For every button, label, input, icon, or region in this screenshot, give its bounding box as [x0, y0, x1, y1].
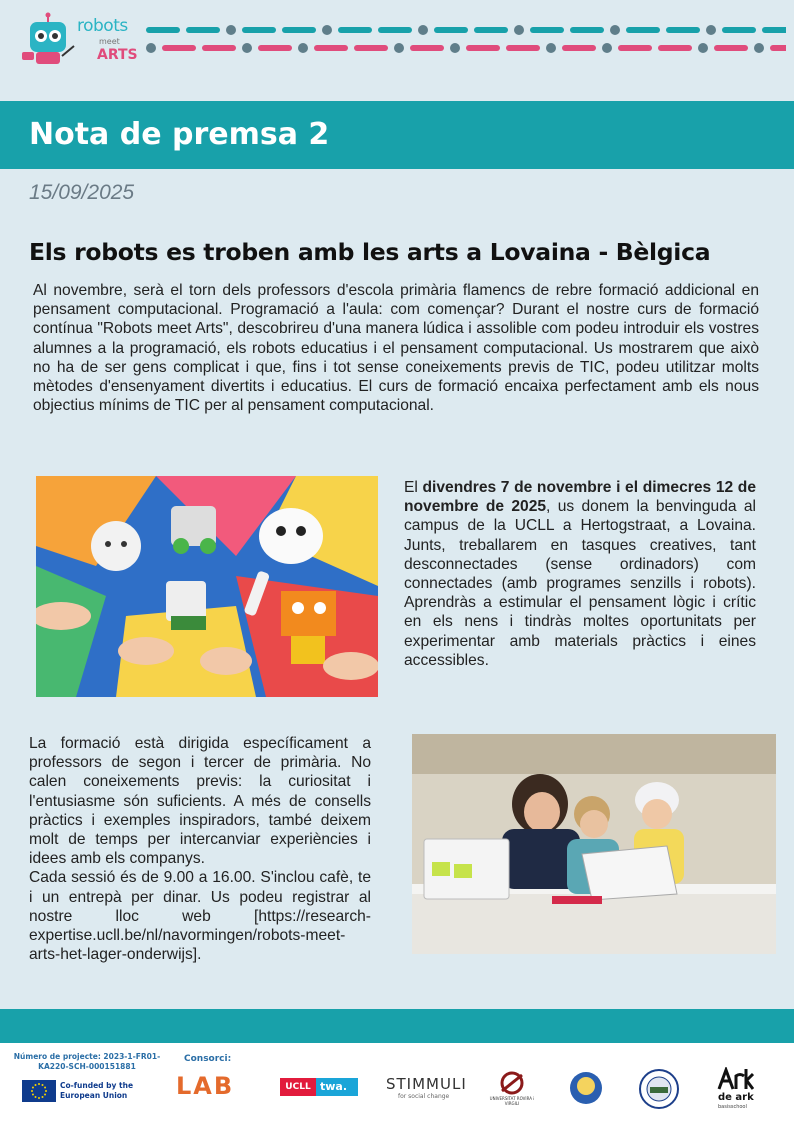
- decorative-dot: [226, 25, 236, 35]
- eu-star: [42, 1084, 44, 1086]
- de-ark-label: de ark: [718, 1092, 754, 1103]
- decorative-dash: [618, 45, 652, 51]
- decorative-dash: [762, 27, 786, 33]
- decorative-dash: [658, 45, 692, 51]
- eu-star: [44, 1094, 46, 1096]
- school-crest-icon: [568, 1070, 604, 1106]
- publication-date: 15/09/2025: [29, 181, 135, 204]
- page-title: Nota de premsa 2: [29, 117, 330, 152]
- eu-star: [31, 1090, 33, 1092]
- decorative-dash: [146, 27, 180, 33]
- eu-star: [35, 1084, 37, 1086]
- decorative-dot: [706, 25, 716, 35]
- decorative-dot: [754, 43, 764, 53]
- audience-paragraph: [29, 734, 371, 964]
- article-heading: Els robots es troben amb les arts a Lovaina - Bèlgica: [29, 238, 711, 266]
- decorative-dash: [434, 27, 468, 33]
- partner-lab-logo: LAB: [176, 1072, 235, 1100]
- decorative-dash: [714, 45, 748, 51]
- urv-label: UNIVERSITAT ROVIRA i VIRGILI: [489, 1096, 535, 1106]
- decorative-dashes: [146, 22, 786, 58]
- decorative-dash: [202, 45, 236, 51]
- intro-paragraph: Al novembre, serà el torn dels professors d'escola primària flamencs de rebre formació addicional en pensament computacional. Programació a l'aula: com començar? Durant el nostre curs de formació contínua "Robots meet Arts", descobrireu d'una manera lúdica i assolible com podeu introduir els vostres alumnes a la programació, els robots educatius i el pensament computacional. Us mostrarem que això no ha de ser gens complicat i que, fins i tot sense coneixements previs de TIC, podeu utilitzar molts mètodes d'ensenyament divertits i educatius. El curs de formació encaixa perfectament amb els nous objectius mínims de TIC per al pensament computacional.: [33, 282, 759, 415]
- de-ark-sub: basisschool: [718, 1104, 747, 1110]
- event-text-lead: El: [404, 479, 423, 496]
- eu-star: [32, 1094, 34, 1096]
- event-dates-paragraph: [404, 478, 756, 670]
- event-text-rest: , us donem la benvinguda al campus de la UCLL a Hertogstraat, a Lovaina. Junts, treballarem en tasques creatives, tant desconnectades (sense ordinadors) com connectades (amb programes senzills i robots). Aprendràs a estimular el pensament lògic i crític en els nens i tindràs moltes oportunitats per experimentar amb materials pràctics i eines accessibles.: [404, 498, 756, 669]
- audience-text: La formació està dirigida específicament a professors de segon i tercer de primària. No calen coneixements previs: la curiositat i l'entusiasme són suficients. A més de consells pràctics i exemples inspiradors, també deixem molt de temps per intercanviar experiències i idees amb els companys.: [29, 735, 371, 868]
- decorative-dash: [162, 45, 196, 51]
- urv-logo-icon: [494, 1071, 530, 1095]
- decorative-dash: [530, 27, 564, 33]
- partner-ucll-twa-logo: [280, 1078, 358, 1096]
- eu-cofunded-text: Co-funded by the European Union: [60, 1081, 134, 1100]
- eu-star: [42, 1096, 44, 1098]
- decorative-dash: [186, 27, 220, 33]
- decorative-dash: [258, 45, 292, 51]
- decorative-dash: [562, 45, 596, 51]
- decorative-dash: [466, 45, 500, 51]
- decorative-dash: [410, 45, 444, 51]
- decorative-dot: [514, 25, 524, 35]
- eu-star: [38, 1097, 40, 1099]
- partner-stimmuli-logo: STIMMULI: [386, 1075, 467, 1093]
- decorative-dash: [338, 27, 372, 33]
- logo-text-meet: meet: [99, 37, 120, 46]
- decorative-dash: [666, 27, 700, 33]
- event-dates: divendres 7 de novembre i el dimecres 12 de novembre de 2025: [404, 479, 756, 516]
- eu-star: [35, 1096, 37, 1098]
- decorative-dash: [626, 27, 660, 33]
- consortium-label: Consorci:: [184, 1054, 232, 1064]
- decorative-dot: [322, 25, 332, 35]
- session-info-text: Cada sessió és de 9.00 a 16.00. S'inclou cafè, te i un entrepà per dinar. Us podeu registrar al nostre lloc web [https://research-expertise.ucll.be/nl/navormingen/robots-meet-arts-het-lager-onderwijs].: [29, 869, 371, 964]
- footer-band: [0, 1009, 794, 1043]
- eu-star: [45, 1090, 47, 1092]
- classroom-photo: [412, 734, 776, 954]
- decorative-dot: [394, 43, 404, 53]
- twa-label: twa.: [320, 1080, 348, 1093]
- decorative-dot: [610, 25, 620, 35]
- decorative-dash: [314, 45, 348, 51]
- logo-text-arts: ARTS: [97, 47, 138, 63]
- decorative-dash: [378, 27, 412, 33]
- eu-star: [44, 1087, 46, 1089]
- decorative-dot: [698, 43, 708, 53]
- decorative-dash: [354, 45, 388, 51]
- ucll-label: UCLL: [280, 1078, 316, 1096]
- decorative-dot: [242, 43, 252, 53]
- decorative-dot: [146, 43, 156, 53]
- decorative-dot: [298, 43, 308, 53]
- decorative-dash: [242, 27, 276, 33]
- de-ark-mark-icon: [716, 1067, 754, 1091]
- project-number: Número de projecte: 2023-1-FR01-KA220-SCH-000151881: [13, 1052, 161, 1071]
- decorative-dash: [282, 27, 316, 33]
- decorative-dot: [418, 25, 428, 35]
- school-seal-icon: [638, 1068, 680, 1110]
- decorative-dot: [450, 43, 460, 53]
- eu-flag-icon: [22, 1080, 56, 1102]
- eu-star: [32, 1087, 34, 1089]
- decorative-dot: [602, 43, 612, 53]
- decorative-dash: [506, 45, 540, 51]
- stimmuli-tagline: for social change: [398, 1093, 450, 1100]
- decorative-dash: [770, 45, 786, 51]
- robots-crafts-photo: [36, 476, 378, 697]
- decorative-dash: [474, 27, 508, 33]
- decorative-dash: [722, 27, 756, 33]
- eu-star: [38, 1083, 40, 1085]
- decorative-dash: [570, 27, 604, 33]
- decorative-dot: [546, 43, 556, 53]
- logo-text-robots: robots: [77, 16, 128, 36]
